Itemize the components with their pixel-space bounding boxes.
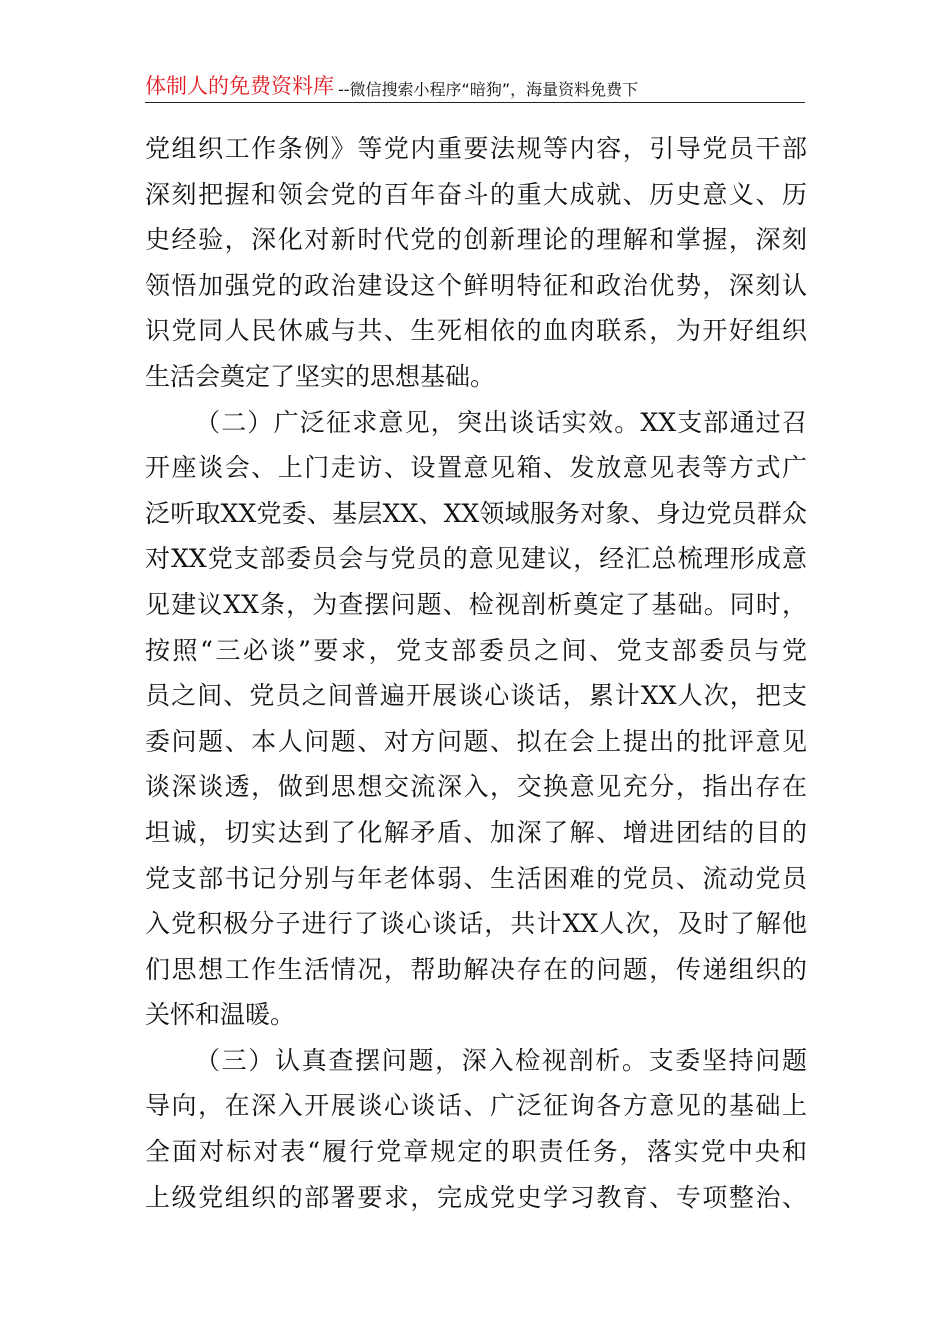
page-header [145,70,805,103]
document-body [145,126,807,1220]
text-line: 生活会奠定了坚实的思想基础。 [145,361,496,391]
text-line: 关怀和温暖。 [145,1000,296,1030]
text-line: 谈深谈透，做到思想交流深入，交换意见充分，指出存在 [145,772,807,802]
text-line: 对XX党支部委员会与党员的意见建议，经汇总梳理形成意 [145,544,807,574]
text-line: 党组织工作条例》等党内重要法规等内容，引导党员干部 [145,134,807,163]
text-line: 员之间、党员之间普遍开展谈心谈话，累计XX人次，把支 [145,681,807,711]
text-line: 识党同人民休戚与共、生死相依的血肉联系，为开好组织 [145,316,807,346]
text-line: 见建议XX条，为查摆问题、检视剖析奠定了基础。同时， [145,589,807,619]
text-line: 党支部书记分别与年老体弱、生活困难的党员、流动党员 [145,863,807,893]
section-heading-line: （三）认真查摆问题，深入检视剖析。支委坚持问题 [195,1045,807,1075]
section-heading-line: （二）广泛征求意见，突出谈话实效。XX支部通过召 [195,407,807,437]
text-line: 深刻把握和领会党的百年奋斗的重大成就、历史意义、历 [145,179,807,209]
text-line: 按照“三必谈”要求，党支部委员之间、党支部委员与党 [145,635,807,665]
text-line: 领悟加强党的政治建设这个鲜明特征和政治优势，深刻认 [145,270,807,300]
text-line: 全面对标对表“履行党章规定的职责任务，落实党中央和 [145,1137,807,1167]
text-line: 们思想工作生活情况，帮助解决存在的问题，传递组织的 [145,954,807,984]
text-line: 导向，在深入开展谈心谈话、广泛征询各方意见的基础上 [145,1091,807,1121]
text-line: 史经验，深化对新时代党的创新理论的理解和掌握，深刻 [145,225,807,255]
text-line: 委问题、本人问题、对方问题、拟在会上提出的批评意见 [145,726,807,756]
header-subtitle: --微信搜索小程序“暗狗”，海量资料免费下 [338,80,639,99]
text-line: 入党积极分子进行了谈心谈话，共计XX人次，及时了解他 [145,909,807,939]
text-line: 开座谈会、上门走访、设置意见箱、发放意见表等方式广 [145,453,807,483]
text-line: 上级党组织的部署要求，完成党史学习教育、专项整治、 [145,1182,807,1212]
text-line: 坦诚，切实达到了化解矛盾、加深了解、增进团结的目的 [145,817,807,847]
header-brand: 体制人的免费资料库 [145,74,334,98]
text-line: 泛听取XX党委、基层XX、XX领域服务对象、身边党员群众 [145,498,807,528]
